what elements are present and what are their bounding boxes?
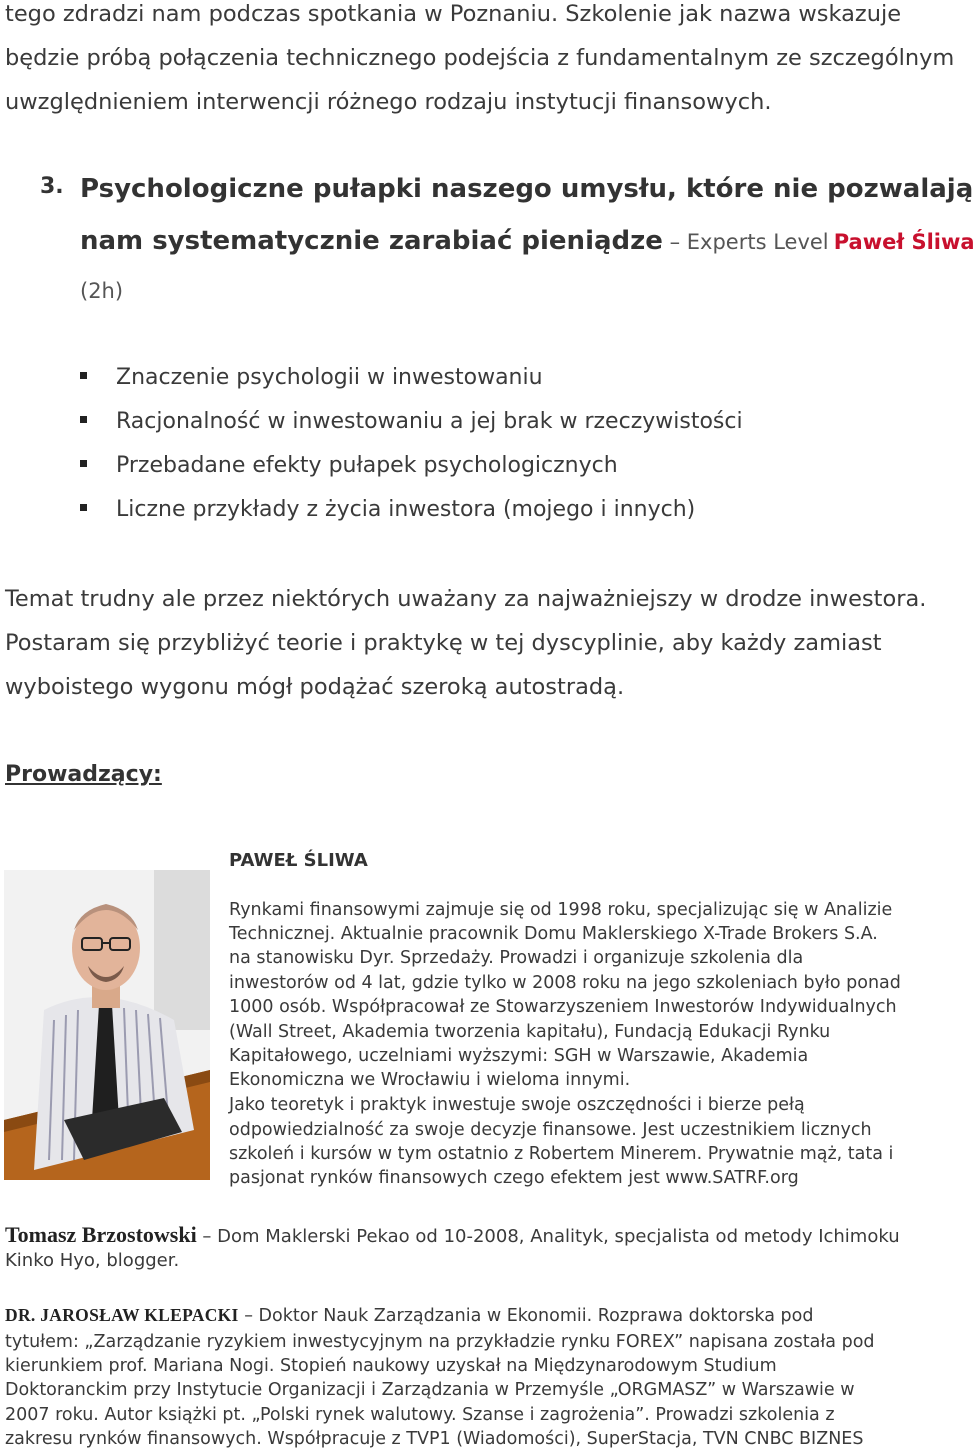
bullet-text: Znaczenie psychologii w inwestowaniu: [116, 365, 543, 390]
klepacki-text: – Doktor Nauk Zarządzania w Ekonomii. Rozprawa doktorska pod: [238, 1306, 814, 1326]
klepacki-line: 2007 roku. Autor książki pt. „Polski rynek walutowy. Szanse i zagrożenia”. Prowadzi szkolenia z: [5, 1405, 835, 1425]
bio-line: Ekonomiczna we Wrocławiu i wieloma innymi.: [229, 1070, 631, 1090]
bio-line: szkoleń i kursów w tym ostatnio z Robertem Minerem. Prywatnie mąż, tata i: [229, 1144, 894, 1164]
klepacki-line: Doktoranckim przy Instytucie Organizacji i Zarządzania w Przemyśle „ORGMASZ” w Warszawie w: [5, 1380, 855, 1400]
bio-line: Rynkami finansowymi zajmuje się od 1998 roku, specjalizując się w Analizie: [229, 900, 893, 920]
bio-line: Technicznej. Aktualnie pracownik Domu Maklerskiego X-Trade Brokers S.A.: [229, 924, 878, 944]
section-duration: (2h): [80, 279, 124, 303]
brzostowski-row: [5, 1222, 900, 1248]
klepacki-row: [5, 1305, 813, 1326]
bullet-item: [80, 365, 543, 390]
bio-line: inwestorów od 4 lat, gdzie tylko w 2008 roku na jego szkoleniach było ponad: [229, 973, 901, 993]
brzostowski-text-2: Kinko Hyo, blogger.: [5, 1250, 180, 1271]
trainer-photo: [4, 870, 210, 1180]
bio-line: 1000 osób. Współpracował ze Stowarzyszeniem Inwestorów Indywidualnych: [229, 997, 897, 1017]
brzostowski-text: – Dom Maklerski Pekao od 10-2008, Analityk, specjalista od metody Ichimoku: [196, 1226, 900, 1247]
bio-line: Kapitałowego, uczelniami wyższymi: SGH w Warszawie, Akademia: [229, 1046, 809, 1066]
bio-name: PAWEŁ ŚLIWA: [229, 850, 368, 871]
summary-line-3: wyboistego wygonu mógł podążać szeroką autostradą.: [5, 674, 625, 700]
bullet-item: [80, 453, 618, 478]
brzostowski-name: Tomasz Brzostowski: [5, 1222, 197, 1247]
section-title-line-2-row: [80, 226, 975, 256]
bio-line: Jako teoretyk i praktyk inwestuje swoje oszczędności i bierze pełą: [229, 1095, 805, 1115]
section-number: 3.: [40, 174, 64, 199]
bullet-icon: [80, 372, 87, 379]
klepacki-line: zakresu rynków finansowych. Współpracuje z TVP1 (Wiadomości), SuperStacja, TVN CNBC BIZNES: [5, 1429, 864, 1449]
bio-line: pasjonat rynków finansowych czego efektem jest www.SATRF.org: [229, 1168, 799, 1188]
bio-line: (Wall Street, Akademia tworzenia kapitału), Fundacją Edukacji Rynku: [229, 1022, 831, 1042]
summary-line-1: Temat trudny ale przez niektórych uważany za najważniejszy w drodze inwestora.: [5, 586, 927, 612]
klepacki-name: DR. JAROSŁAW KLEPACKI: [5, 1305, 239, 1325]
klepacki-line: kierunkiem prof. Mariana Nogi. Stopień naukowy uzyskał na Międzynarodowym Studium: [5, 1356, 777, 1376]
intro-line-2: będzie próbą połączenia technicznego podejścia z fundamentalnym ze szczególnym: [5, 45, 955, 71]
bullet-text: Przebadane efekty pułapek psychologicznych: [116, 453, 618, 478]
klepacki-line: tytułem: „Zarządzanie ryzykiem inwestycyjnym na przykładzie rynku FOREX” napisana została pod: [5, 1332, 875, 1352]
bio-line: odpowiedzialność za swoje decyzje finansowe. Jest uczestnikiem licznych: [229, 1120, 872, 1140]
bullet-icon: [80, 504, 87, 511]
section-trainer: Paweł Śliwa: [833, 230, 975, 254]
section-level: Experts Level: [686, 230, 829, 254]
summary-line-2: Postaram się przybliżyć teorie i praktykę w tej dyscyplinie, aby każdy zamiast: [5, 630, 882, 656]
bullet-item: [80, 409, 743, 434]
intro-line-1: tego zdradzi nam podczas spotkania w Poznaniu. Szkolenie jak nazwa wskazuje: [5, 1, 902, 27]
section-dash: –: [662, 230, 687, 254]
bullet-icon: [80, 416, 87, 423]
bullet-text: Racjonalność w inwestowaniu a jej brak w rzeczywistości: [116, 409, 743, 434]
trainer-photo-graphic: [4, 870, 210, 1180]
prowadzacy-label: Prowadzący:: [5, 762, 162, 787]
bullet-item: [80, 497, 695, 522]
bullet-icon: [80, 460, 87, 467]
bullet-text: Liczne przykłady z życia inwestora (mojego i innych): [116, 497, 696, 522]
section-title-line-2: nam systematycznie zarabiać pieniądze: [80, 226, 663, 256]
section-title-line-1: Psychologiczne pułapki naszego umysłu, które nie pozwalają: [80, 174, 974, 204]
intro-line-3: uwzględnieniem interwencji różnego rodzaju instytucji finansowych.: [5, 89, 772, 115]
bio-line: na stanowisku Dyr. Sprzedaży. Prowadzi i organizuje szkolenia dla: [229, 948, 804, 968]
